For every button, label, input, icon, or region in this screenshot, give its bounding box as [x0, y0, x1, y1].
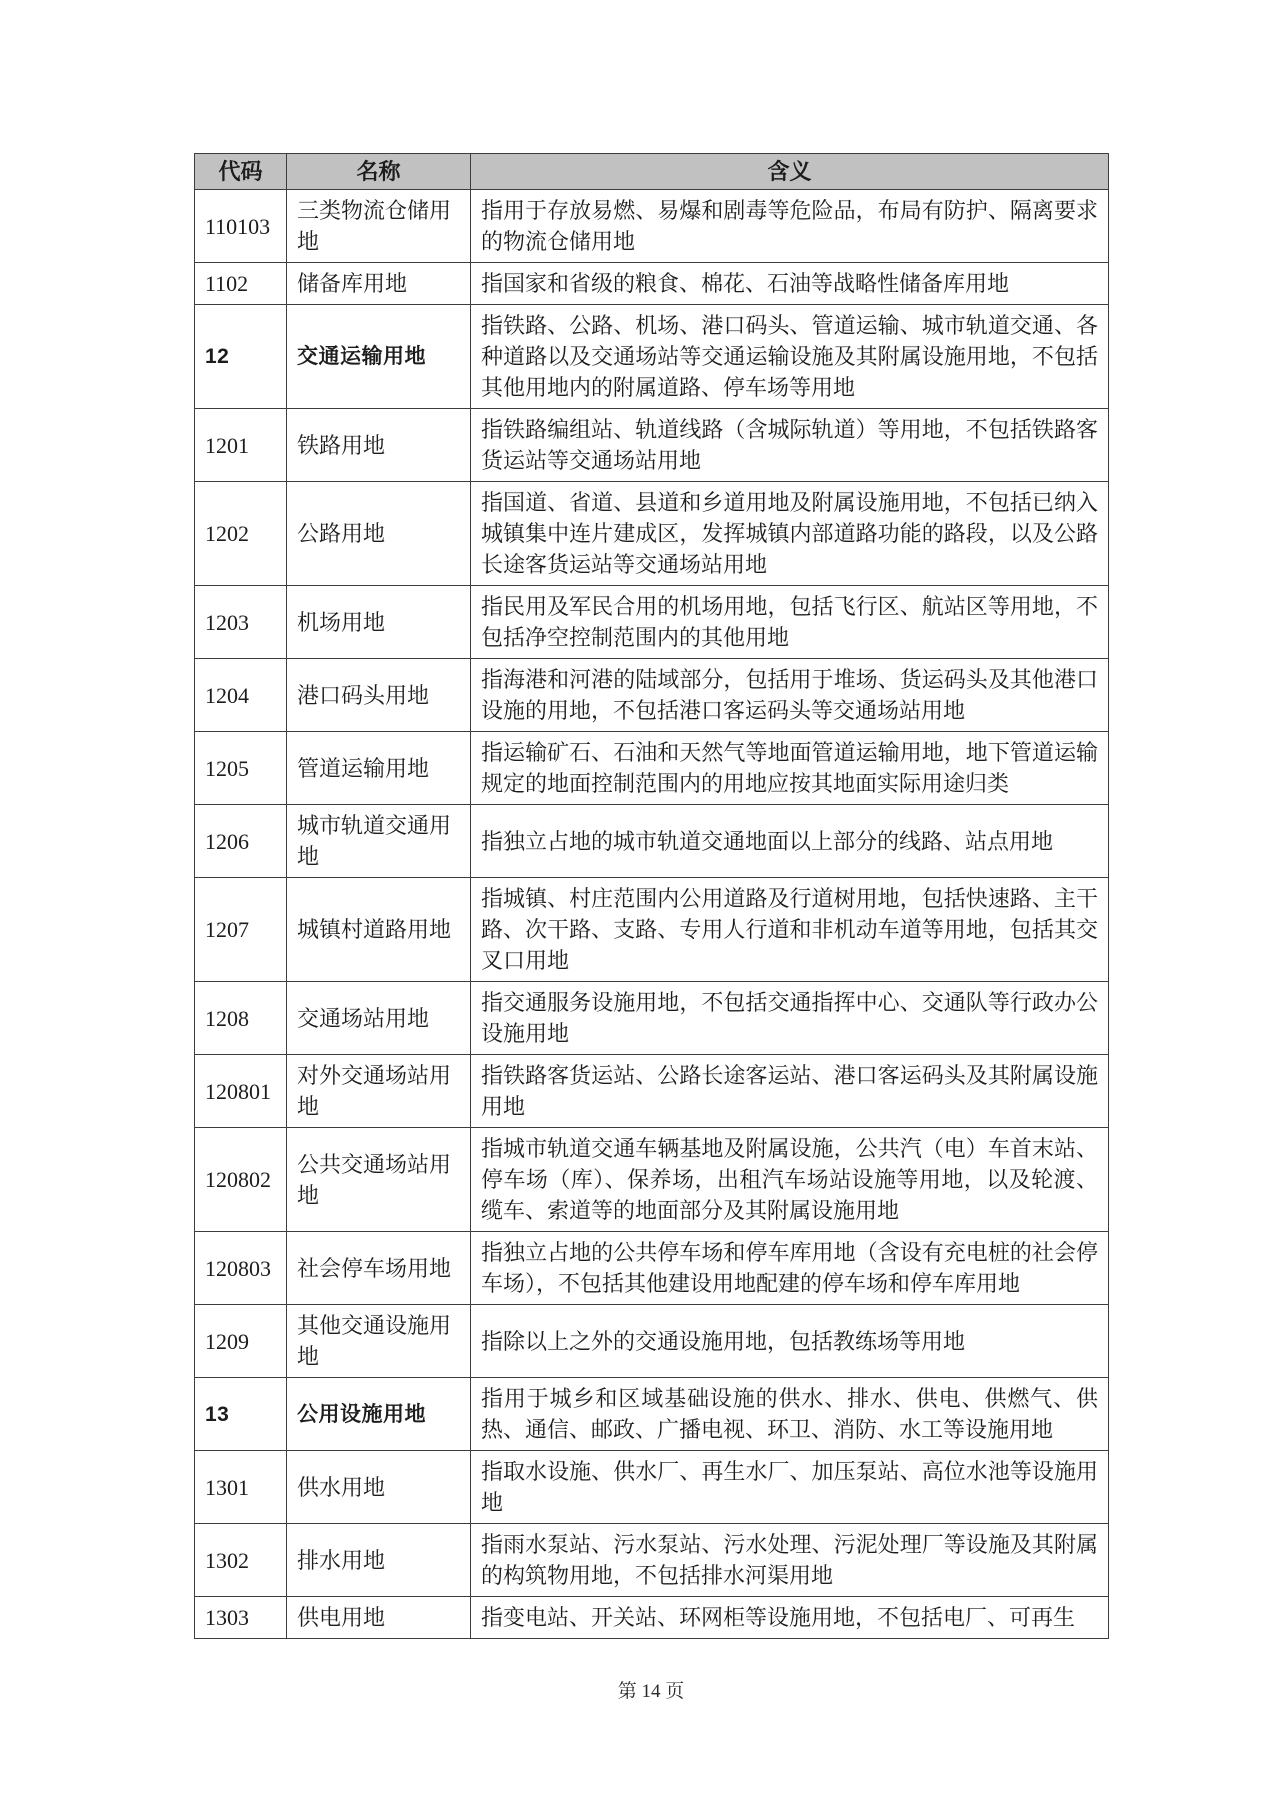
name-cell: 社会停车场用地	[287, 1232, 471, 1305]
land-use-classification-table	[194, 153, 1109, 1639]
meaning-cell: 指铁路客货运站、公路长途客运站、港口客运码头及其附属设施用地	[471, 1055, 1109, 1128]
code-cell: 1202	[195, 482, 287, 586]
name-cell: 供水用地	[287, 1451, 471, 1524]
meaning-cell: 指独立占地的公共停车场和停车库用地（含设有充电桩的社会停车场），不包括其他建设用地配建的停车场和停车库用地	[471, 1232, 1109, 1305]
meaning-cell: 指雨水泵站、污水泵站、污水处理、污泥处理厂等设施及其附属的构筑物用地，不包括排水河渠用地	[471, 1524, 1109, 1597]
meaning-cell: 指运输矿石、石油和天然气等地面管道运输用地，地下管道运输规定的地面控制范围内的用地应按其地面实际用途归类	[471, 732, 1109, 805]
table-header	[195, 154, 1109, 190]
name-cell: 供电用地	[287, 1597, 471, 1639]
name-cell: 交通场站用地	[287, 982, 471, 1055]
table-body	[195, 190, 1109, 1639]
meaning-cell: 指取水设施、供水厂、再生水厂、加压泵站、高位水池等设施用地	[471, 1451, 1109, 1524]
name-cell: 公路用地	[287, 482, 471, 586]
name-cell: 城市轨道交通用地	[287, 805, 471, 878]
code-cell: 1102	[195, 263, 287, 305]
meaning-cell: 指民用及军民合用的机场用地，包括飞行区、航站区等用地，不包括净空控制范围内的其他用地	[471, 586, 1109, 659]
table-header-row	[195, 154, 1109, 190]
meaning-cell: 指交通服务设施用地，不包括交通指挥中心、交通队等行政办公设施用地	[471, 982, 1109, 1055]
table-row	[195, 586, 1109, 659]
meaning-cell: 指铁路编组站、轨道线路（含城际轨道）等用地，不包括铁路客货运站等交通场站用地	[471, 409, 1109, 482]
code-cell: 1206	[195, 805, 287, 878]
table-row	[195, 482, 1109, 586]
table-row	[195, 1451, 1109, 1524]
name-cell: 管道运输用地	[287, 732, 471, 805]
meaning-cell: 指国道、省道、县道和乡道用地及附属设施用地，不包括已纳入城镇集中连片建成区，发挥城镇内部道路功能的路段，以及公路长途客货运站等交通场站用地	[471, 482, 1109, 586]
meaning-cell: 指国家和省级的粮食、棉花、石油等战略性储备库用地	[471, 263, 1109, 305]
name-cell: 城镇村道路用地	[287, 878, 471, 982]
code-cell: 110103	[195, 190, 287, 263]
code-cell: 1203	[195, 586, 287, 659]
table-row	[195, 190, 1109, 263]
name-cell: 三类物流仓储用地	[287, 190, 471, 263]
table-row	[195, 982, 1109, 1055]
code-cell: 1207	[195, 878, 287, 982]
code-cell: 1201	[195, 409, 287, 482]
table-row	[195, 732, 1109, 805]
meaning-cell: 指独立占地的城市轨道交通地面以上部分的线路、站点用地	[471, 805, 1109, 878]
meaning-cell: 指除以上之外的交通设施用地，包括教练场等用地	[471, 1305, 1109, 1378]
table-row	[195, 659, 1109, 732]
table-row	[195, 878, 1109, 982]
code-cell: 1302	[195, 1524, 287, 1597]
code-cell: 120801	[195, 1055, 287, 1128]
code-cell: 1208	[195, 982, 287, 1055]
table-row	[195, 805, 1109, 878]
meaning-cell: 指铁路、公路、机场、港口码头、管道运输、城市轨道交通、各种道路以及交通场站等交通运输设施及其附属设施用地，不包括其他用地内的附属道路、停车场等用地	[471, 305, 1109, 409]
name-cell: 机场用地	[287, 586, 471, 659]
table-row	[195, 1524, 1109, 1597]
name-cell: 排水用地	[287, 1524, 471, 1597]
code-cell: 13	[195, 1378, 287, 1451]
meaning-cell: 指用于存放易燃、易爆和剧毒等危险品，布局有防护、隔离要求的物流仓储用地	[471, 190, 1109, 263]
name-cell: 港口码头用地	[287, 659, 471, 732]
name-cell: 铁路用地	[287, 409, 471, 482]
meaning-cell: 指城市轨道交通车辆基地及附属设施，公共汽（电）车首末站、停车场（库）、保养场，出租汽车场站设施等用地，以及轮渡、缆车、索道等的地面部分及其附属设施用地	[471, 1128, 1109, 1232]
code-cell: 1204	[195, 659, 287, 732]
name-cell: 对外交通场站用地	[287, 1055, 471, 1128]
name-cell: 其他交通设施用地	[287, 1305, 471, 1378]
meaning-cell: 指变电站、开关站、环网柜等设施用地，不包括电厂、可再生	[471, 1597, 1109, 1639]
column-header-meaning: 含义	[471, 154, 1109, 190]
meaning-cell: 指用于城乡和区域基础设施的供水、排水、供电、供燃气、供热、通信、邮政、广播电视、环卫、消防、水工等设施用地	[471, 1378, 1109, 1451]
name-cell: 公共交通场站用地	[287, 1128, 471, 1232]
page-number-footer: 第 14 页	[617, 1681, 685, 1702]
table-row	[195, 263, 1109, 305]
meaning-cell: 指海港和河港的陆域部分，包括用于堆场、货运码头及其他港口设施的用地，不包括港口客运码头等交通场站用地	[471, 659, 1109, 732]
table-row	[195, 1128, 1109, 1232]
table-row	[195, 1232, 1109, 1305]
code-cell: 120802	[195, 1128, 287, 1232]
meaning-cell: 指城镇、村庄范围内公用道路及行道树用地，包括快速路、主干路、次干路、支路、专用人行道和非机动车道等用地，包括其交叉口用地	[471, 878, 1109, 982]
name-cell: 储备库用地	[287, 263, 471, 305]
table-row	[195, 1597, 1109, 1639]
table-row	[195, 409, 1109, 482]
column-header-name: 名称	[287, 154, 471, 190]
code-cell: 1209	[195, 1305, 287, 1378]
name-cell: 公用设施用地	[287, 1378, 471, 1451]
table-row	[195, 305, 1109, 409]
table-row	[195, 1305, 1109, 1378]
name-cell: 交通运输用地	[287, 305, 471, 409]
code-cell: 1303	[195, 1597, 287, 1639]
code-cell: 1205	[195, 732, 287, 805]
table-row	[195, 1055, 1109, 1128]
table-row	[195, 1378, 1109, 1451]
column-header-code: 代码	[195, 154, 287, 190]
code-cell: 12	[195, 305, 287, 409]
code-cell: 1301	[195, 1451, 287, 1524]
code-cell: 120803	[195, 1232, 287, 1305]
